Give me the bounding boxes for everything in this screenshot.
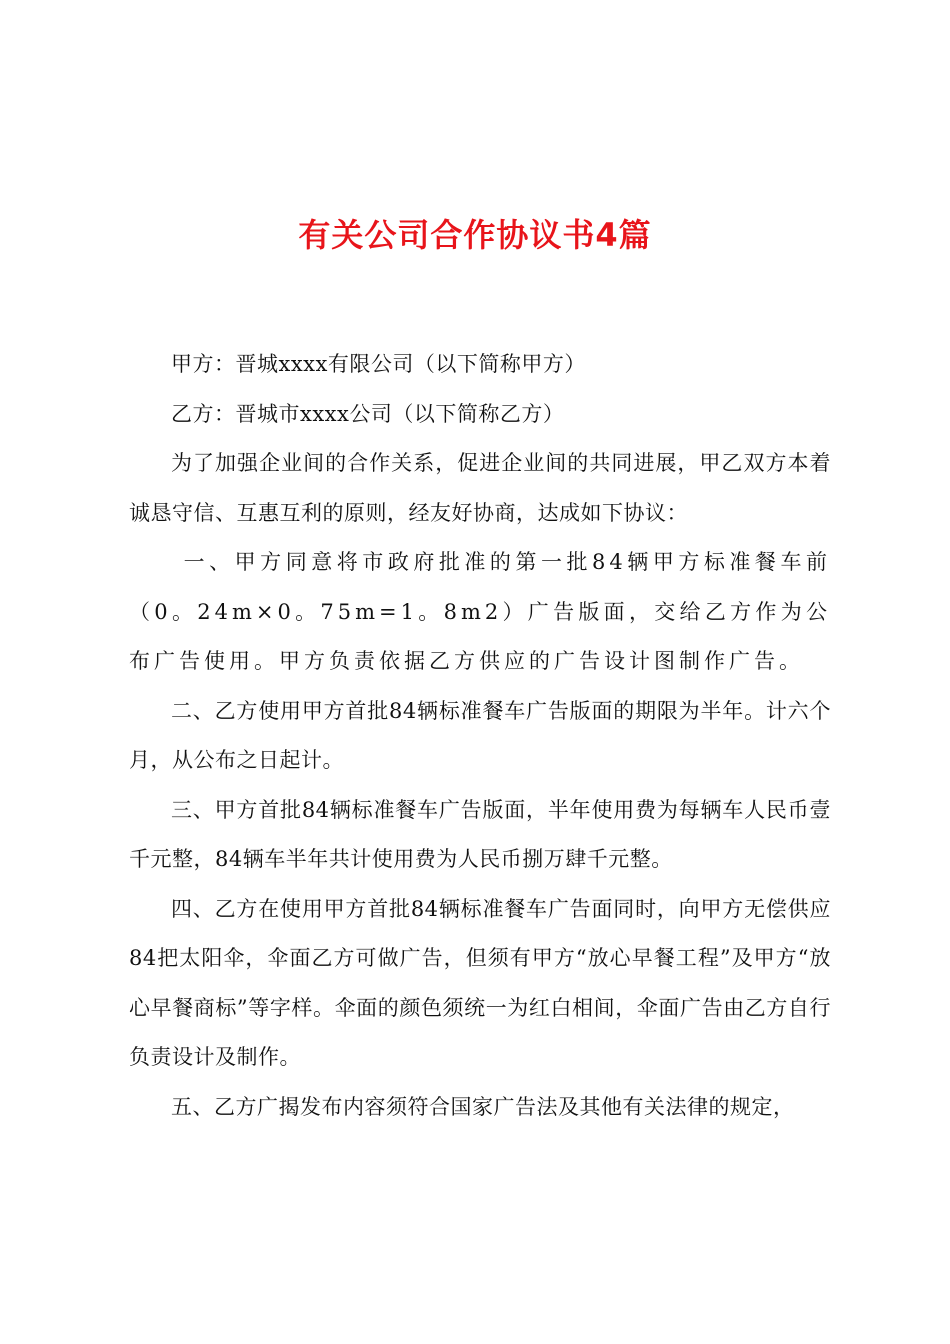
- clause-1-paragraph: 一、甲方同意将市政府批准的第一批84辆甲方标准餐车前（0。24m×0。75m=1。8m2）广告版面，交给乙方作为公布广告使用。甲方负责依据乙方供应的广告设计图制作广告。: [129, 550, 831, 673]
- clause-4-paragraph: 四、乙方在使用甲方首批84辆标准餐车广告面同时，向甲方无偿供应84把太阳伞，伞面乙方可做广告，但须有甲方“放心早餐工程”及甲方“放心早餐商标”等字样。伞面的颜色须统一为红白相间，伞面广告由乙方自行负责设计及制作。: [129, 896, 831, 1069]
- document-title: 有关公司合作协议书4篇: [298, 216, 652, 254]
- clause-2-paragraph: 二、乙方使用甲方首批84辆标准餐车广告版面的期限为半年。计六个月，从公布之日起计。: [129, 698, 831, 772]
- clause-3-paragraph: 三、甲方首批84辆标准餐车广告版面，半年使用费为每辆车人民币壹千元整，84辆车半年共计使用费为人民币捌万肆千元整。: [129, 797, 831, 871]
- clause-5-paragraph: 五、乙方广揭发布内容须符合国家广告法及其他有关法律的规定，: [171, 1094, 795, 1119]
- preamble-paragraph: 为了加强企业间的合作关系，促进企业间的共同进展，甲乙双方本着诚恳守信、互惠互利的原则，经友好协商，达成如下协议：: [129, 451, 831, 525]
- party-b-line: 乙方：晋城市xxxx公司（以下简称乙方）: [171, 401, 565, 426]
- document-body: [129, 340, 831, 1132]
- party-a-line: 甲方：晋城xxxx有限公司（以下简称甲方）: [171, 352, 586, 376]
